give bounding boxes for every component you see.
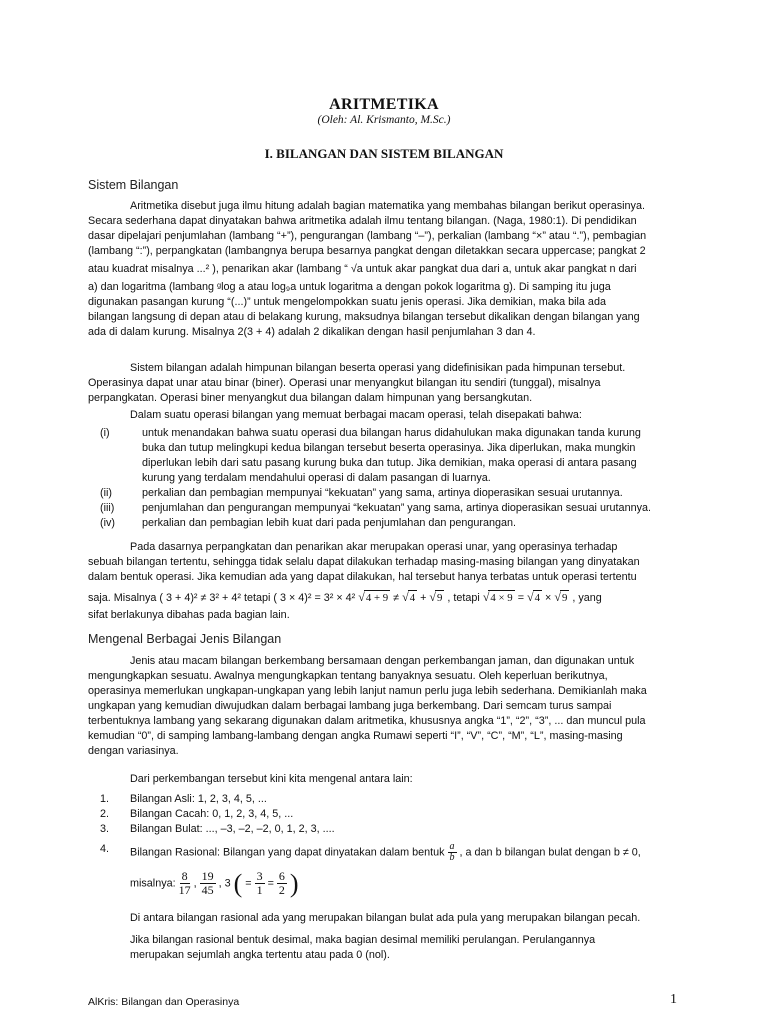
rule-item xyxy=(100,501,680,516)
text-line: dasar dipelajari penjumlahan (lambang “+”), pengurangan (lambang “–”), perkalian (lambang “×” atau “.”), pembagian xyxy=(88,230,647,242)
text-line: operasinya memerlukan ungkapan-ungkapan yang lebih lanjut namun perlu juga lebih sederhana. Demikianlah maka xyxy=(88,685,647,697)
chapter-heading: I. BILANGAN DAN SISTEM BILANGAN xyxy=(264,146,504,161)
text-line: ungkapan yang kemudian diwujudkan dalam berbagai lambang juga berkembang. Dari semcam turus sampai xyxy=(88,700,612,712)
item-marker: 2. xyxy=(100,808,110,820)
fraction-numerator: a xyxy=(449,841,455,852)
text-line: merupakan sejumlah angka tertentu atau pada 0 (nol). xyxy=(130,949,390,961)
number-type-item xyxy=(100,807,680,822)
text-line: Pada dasarnya perpangkatan dan penarikan akar merupakan operasi unar, yang operasinya terhadap xyxy=(130,541,618,553)
paragraph-desimal xyxy=(88,933,680,963)
text-line: diperlukan lebih dari satu pasang kurung buka dan tutup. Jika demikian, maka operasi di antara pasang xyxy=(142,457,637,469)
radical-sign: √ xyxy=(554,590,561,604)
text-line: Sistem bilangan adalah himpunan bilangan beserta operasi yang didefinisikan pada himpunan tersebut. xyxy=(130,362,626,374)
number-type-item xyxy=(100,842,680,863)
fraction-a-over-b xyxy=(448,842,457,863)
text-line: kurung yang terdalam mendahului operasi di dalam pasangan di luarnya. xyxy=(142,472,491,484)
text-line: a) dan logaritma (lambang ᵍlog a atau log₉a untuk logaritma a dengan pokok logaritma g). Di samping itu juga xyxy=(88,281,611,293)
radicand: 4 + 9 xyxy=(365,592,389,604)
paragraph-rasional-pecah: Di antara bilangan rasional ada yang merupakan bilangan bulat ada pula yang merupakan bilangan pecah. xyxy=(130,912,641,924)
math-example-line xyxy=(88,590,680,623)
item-text: , a dan b bilangan bulat dengan b ≠ 0, xyxy=(459,846,641,859)
math-connector: , tetapi xyxy=(447,592,483,604)
math-lead: saja. Misalnya ( 3 + 4)² ≠ 3² + 4² tetapi ( 3 × 4)² = 3² × 4² xyxy=(88,592,356,604)
fraction-denominator: 2 xyxy=(278,883,285,897)
text-line: untuk menandakan bahwa suatu operasi dua bilangan harus didahulukan maka digunakan tanda kurung xyxy=(142,427,641,439)
radical-sign: √ xyxy=(402,590,409,604)
item-marker: 1. xyxy=(100,793,110,805)
rule-marker: (iv) xyxy=(100,517,115,529)
number-type-item xyxy=(100,822,680,837)
math-tail: , yang xyxy=(572,592,602,604)
text-line: Operasinya dapat unar atau binar (biner). Operasi unar menyangkut bilangan itu sendiri (tunggal), misalnya xyxy=(88,377,601,389)
left-paren: ( xyxy=(233,869,243,898)
paragraph-perpangkatan xyxy=(88,540,680,585)
text-line: sifat berlakunya dibahas pada bagian lain. xyxy=(88,609,290,621)
rules-list xyxy=(100,426,680,531)
section-heading-jenis-bilangan: Mengenal Berbagai Jenis Bilangan xyxy=(88,632,282,646)
item-text: Bilangan Bulat: ..., –3, –2, –2, 0, 1, 2, 3, .... xyxy=(130,823,335,835)
times-sign: × xyxy=(545,592,555,604)
fraction-denominator: 45 xyxy=(201,883,214,897)
rational-item xyxy=(100,842,680,863)
section-heading-sistem-bilangan: Sistem Bilangan xyxy=(88,178,179,192)
text-line: bilangan langsung di depan atau di belakang kurung, maksudnya bilangan tersebut dikalikan dengan bilangan yang xyxy=(88,311,640,323)
text-line: Jenis atau macam bilangan berkembang bersamaan dengan perkembangan jaman, dan digunakan untuk xyxy=(130,655,635,667)
fraction-6-2 xyxy=(277,870,287,897)
rule-item xyxy=(100,426,680,486)
text-line: terbentuknya lambang yang sekarang digunakan dalam aritmetika, khususnya angka “1”, “2”, “3”, ... dan muncul pula xyxy=(88,715,646,727)
radical-sign: √ xyxy=(429,590,436,604)
radical-sign: √ xyxy=(358,590,365,604)
paragraph-perkembangan: Dari perkembangan tersebut kini kita mengenal antara lain: xyxy=(130,773,413,785)
page-number: 1 xyxy=(670,992,677,1007)
text-line: Secara sederhana dapat dinyatakan bahwa aritmetika adalah ilmu tentang bilangan. (Naga, 1980:1). Di pendidikan xyxy=(88,215,637,227)
text-line: perpangkatan. Operasi biner menyangkut dua bilangan dalam himpunan yang bersangkutan. xyxy=(88,392,533,404)
text-line: atau kuadrat misalnya ...² ), penarikan akar (lambang “ √a untuk akar pangkat dua dari a, untuk akar pangkat n dari xyxy=(88,263,637,275)
not-equal-sign: ≠ xyxy=(393,592,403,604)
math-line xyxy=(88,590,680,606)
paragraph-kesepakatan: Dalam suatu operasi bilangan yang memuat berbagai macam operasi, telah disepakati bahwa: xyxy=(130,409,582,421)
radicand: 9 xyxy=(561,592,568,604)
equal-sign: = xyxy=(517,592,528,604)
fraction-numerator: 3 xyxy=(256,869,263,883)
right-paren: ) xyxy=(289,869,299,898)
paragraph-sistem xyxy=(88,361,680,406)
document-title: ARITMETIKA xyxy=(329,96,439,113)
document-author: (Oleh: Al. Krismanto, M.Sc.) xyxy=(317,114,451,126)
radicand: 4 xyxy=(409,592,416,604)
paragraph-jenis xyxy=(88,654,680,759)
number-type-item xyxy=(100,792,680,807)
text-line: buka dan tutup melingkupi kedua bilangan tersebut beserta operasinya. Jika diperlukan, maka mungkin xyxy=(142,442,636,454)
equals: = xyxy=(245,877,255,890)
item-text: Bilangan Asli: 1, 2, 3, 4, 5, ... xyxy=(130,793,267,805)
text-line: Jika bilangan rasional bentuk desimal, maka bagian desimal memiliki perulangan. Perulangannya xyxy=(130,934,596,946)
item-marker: 4. xyxy=(100,843,110,855)
fraction-numerator: 6 xyxy=(278,869,285,883)
paragraph-aritmetika xyxy=(88,199,680,340)
text-line: dalam bentuk operasi. Jika kemudian ada yang dapat dilakukan, hal tersebut hanya terbatas untuk operasi tertentu xyxy=(88,571,637,583)
rule-item xyxy=(100,516,680,531)
footer-text: AlKris: Bilangan dan Operasinya xyxy=(88,996,240,1008)
radicand: 9 xyxy=(437,592,443,604)
radical-sign: √ xyxy=(482,590,490,604)
radical-sign: √ xyxy=(527,590,534,604)
text-line: (lambang “:”), perpangkatan (lambangnya berupa besarnya pangkat dengan diletakkan secara uppercase; pangkat 2 xyxy=(88,245,646,257)
fraction-numerator: 8 xyxy=(181,869,188,883)
item-text: Bilangan Rasional: Bilangan yang dapat dinyatakan dalam bentuk xyxy=(130,846,448,859)
rule-marker: (iii) xyxy=(100,502,115,514)
text-line: digunakan pasangan kurung “(...)” untuk mengelompokkan suatu jenis operasi. Jika demikian, maka bila ada xyxy=(88,296,606,308)
radicand: 4 × 9 xyxy=(490,592,513,604)
fraction-denominator: 17 xyxy=(178,883,191,897)
fraction-denominator: 1 xyxy=(256,883,263,897)
fraction-3-1 xyxy=(255,870,265,897)
plus-sign: + xyxy=(420,592,430,604)
text-line: perkalian dan pembagian lebih kuat dari pada penjumlahan dan pengurangan. xyxy=(142,517,516,529)
fraction-denominator: b xyxy=(449,852,455,863)
rule-marker: (ii) xyxy=(100,487,112,499)
text-line: kemudian “0”, di samping lambang-lambang dengan angka Rumawi seperti “I”, “V”, “C”, “M”, “L”, masing-masing xyxy=(88,730,623,742)
radicand: 4 xyxy=(534,592,541,604)
comma-three: , 3 xyxy=(218,877,234,890)
text-line: dengan variasinya. xyxy=(88,745,179,757)
fraction-numerator: 19 xyxy=(201,869,214,883)
text-line: Aritmetika disebut juga ilmu hitung adalah bagian matematika yang membahas bilangan berikut operasinya. xyxy=(130,200,645,212)
equals: = xyxy=(267,877,277,890)
comma: , xyxy=(193,877,200,890)
rule-item xyxy=(100,486,680,501)
text-line: perkalian dan pembagian mempunyai “kekuatan” yang sama, artinya dioperasikan sesuai urutannya. xyxy=(142,487,623,499)
text-line: penjumlahan dan pengurangan mempunyai “kekuatan” yang sama, artinya dioperasikan sesuai urutannya. xyxy=(142,502,651,514)
fraction-8-17 xyxy=(179,870,191,897)
item-marker: 3. xyxy=(100,823,110,835)
item-text: Bilangan Cacah: 0, 1, 2, 3, 4, 5, ... xyxy=(130,808,294,820)
text-line: sebuah bilangan tertentu, sehingga tidak selalu dapat dilakukan terhadap masing-masing bilangan yang dinyatakan xyxy=(88,556,640,568)
number-types-list xyxy=(100,792,680,837)
fraction-19-45 xyxy=(200,870,216,897)
text-line: ada di dalam kurung. Misalnya 2(3 + 4) adalah 2 dikalikan dengan hasil penjumlahan 3 dan 4. xyxy=(88,326,536,338)
text-line: mengungkapkan sesuatu. Awalnya mengungkapkan tentang banyaknya sesuatu. Oleh keperluan berikutnya, xyxy=(88,670,608,682)
rational-examples xyxy=(130,870,710,897)
rule-marker: (i) xyxy=(100,427,110,439)
examples-lead: misalnya: xyxy=(130,877,179,890)
